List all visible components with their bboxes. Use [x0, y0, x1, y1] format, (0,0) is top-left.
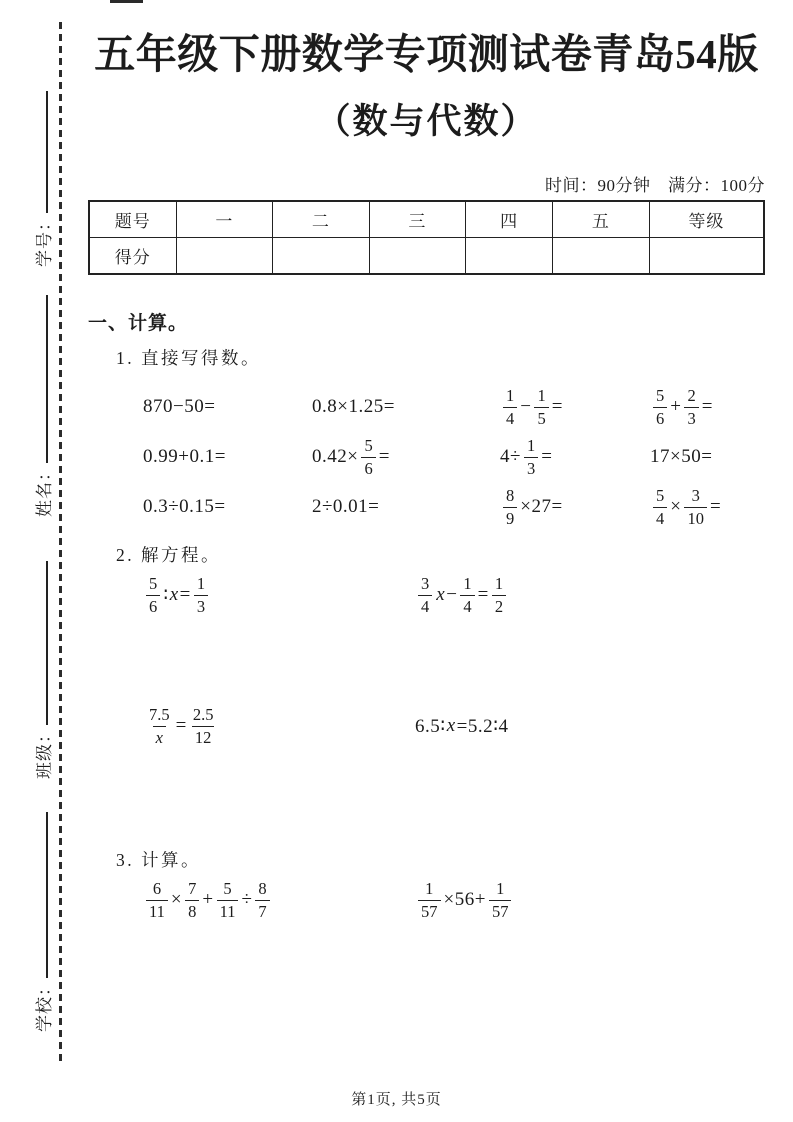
- question2-label: 2. 解方程。: [116, 545, 221, 566]
- fraction-denominator: 4: [653, 507, 667, 528]
- question2-grid: [88, 570, 765, 751]
- equation: [143, 382, 312, 432]
- exam-meta: 时间：90分钟 满分：100分: [545, 176, 765, 196]
- math-text: 6.5∶: [415, 715, 446, 737]
- math-text: =: [378, 446, 390, 468]
- section1-heading: 一、计算。: [88, 313, 189, 335]
- math-text: 0.42×: [312, 446, 359, 468]
- math-text: ÷: [241, 889, 253, 911]
- fraction-denominator: 12: [192, 726, 215, 747]
- fraction: [146, 574, 160, 616]
- student-id-label: 学号：: [34, 213, 54, 267]
- fraction-numerator: 6: [152, 879, 162, 899]
- fraction-denominator: 57: [489, 900, 512, 921]
- fraction: [684, 486, 707, 528]
- fraction-denominator: 10: [684, 507, 707, 528]
- math-text: +: [670, 396, 682, 418]
- question1-label: 1. 直接写得数。: [116, 348, 261, 369]
- fraction-numerator: 5: [223, 879, 232, 899]
- equation: [650, 382, 765, 432]
- fraction: [524, 436, 538, 478]
- math-text: =: [175, 715, 187, 737]
- math-text: =: [709, 496, 722, 518]
- fraction-denominator: 5: [534, 407, 548, 428]
- fraction: [194, 574, 208, 616]
- school-label: 学校：: [34, 978, 54, 1032]
- score-entry-cell: [369, 238, 466, 275]
- student-name-label: 姓名：: [34, 463, 54, 517]
- fraction-denominator: 3: [684, 407, 698, 428]
- fraction-numerator: 3: [421, 574, 430, 594]
- fraction-numerator: 8: [258, 879, 267, 899]
- equation: [143, 701, 415, 751]
- math-text: =: [701, 396, 713, 418]
- fraction-denominator: 6: [653, 407, 667, 428]
- equation: [415, 701, 765, 751]
- math-text: 0.8×1.25=: [312, 396, 395, 418]
- question3-grid: [88, 875, 765, 925]
- fraction-numerator: 5: [364, 436, 373, 456]
- school-field: [30, 812, 54, 1032]
- equation: [500, 432, 650, 482]
- math-text: =5.2∶4: [456, 715, 509, 737]
- fraction: [418, 879, 441, 921]
- score-table-cell: 题号: [89, 201, 176, 238]
- fraction-numerator: 7: [188, 879, 197, 899]
- fraction-denominator: 57: [418, 900, 441, 921]
- math-text: 17×50=: [650, 446, 713, 468]
- math-text: −: [446, 584, 458, 606]
- fraction-denominator: 9: [503, 507, 517, 528]
- fraction: [418, 574, 432, 616]
- math-variable: x: [169, 584, 179, 606]
- fraction: [460, 574, 474, 616]
- page-title: 五年级下册数学专项测试卷青岛54版: [94, 31, 759, 77]
- math-text: 0.3÷0.15=: [143, 496, 226, 518]
- equation: [415, 570, 765, 620]
- equation: [650, 482, 765, 532]
- score-table-cell: 二: [273, 201, 370, 238]
- score-entry-cell: [176, 238, 273, 275]
- fraction-numerator: 8: [506, 486, 515, 506]
- fraction-denominator: 4: [418, 595, 432, 616]
- student-name-blank: [36, 295, 48, 463]
- math-text: =: [477, 584, 489, 606]
- fraction: [492, 574, 506, 616]
- score-entry-cell: [273, 238, 370, 275]
- page-subtitle: （数与代数）: [315, 102, 538, 142]
- question3-label: 3. 计算。: [116, 850, 201, 871]
- math-text: =: [551, 396, 563, 418]
- fraction-numerator: 5: [656, 486, 665, 506]
- fraction-denominator: 2: [492, 595, 506, 616]
- score-table-score-row: [89, 238, 764, 275]
- score-table-header-row: [89, 201, 764, 238]
- fraction-numerator: 1: [496, 879, 505, 899]
- fraction-numerator: 1: [196, 574, 206, 594]
- equation: [415, 875, 765, 925]
- math-text: 870−50=: [143, 396, 216, 418]
- math-text: ×: [170, 889, 183, 911]
- fraction-denominator: 3: [194, 595, 208, 616]
- score-table: [88, 200, 765, 275]
- score-table-cell: 四: [466, 201, 553, 238]
- equation: [143, 875, 415, 925]
- class-blank: [36, 561, 48, 725]
- fraction: [217, 879, 239, 921]
- fraction-numerator: 5: [656, 386, 665, 406]
- equation: [650, 432, 765, 482]
- fraction-numerator: 7.5: [149, 705, 170, 725]
- math-text: =: [541, 446, 553, 468]
- equation: [312, 382, 500, 432]
- score-entry-cell: [553, 238, 650, 275]
- math-text: ×27=: [520, 496, 563, 518]
- fraction: [146, 705, 173, 747]
- fraction-denominator: 4: [503, 407, 517, 428]
- fraction-numerator: 1: [494, 574, 504, 594]
- school-blank: [36, 812, 48, 978]
- fraction-denominator: x: [153, 726, 166, 747]
- math-text: +: [202, 889, 214, 911]
- page-number: 第1页, 共5页: [351, 1092, 442, 1108]
- equation: [143, 570, 415, 620]
- paper-content: [88, 0, 765, 925]
- score-table-cell: 五: [553, 201, 650, 238]
- fraction: [489, 879, 512, 921]
- equation: [500, 482, 650, 532]
- fraction-denominator: 11: [146, 900, 168, 921]
- math-variable: x: [436, 584, 446, 606]
- fraction-numerator: 1: [526, 436, 536, 456]
- fraction-numerator: 1: [506, 386, 515, 406]
- equation: [312, 432, 500, 482]
- class-label: 班级：: [34, 725, 54, 779]
- math-text: 4÷: [500, 446, 521, 468]
- math-text: −: [520, 396, 532, 418]
- fraction-numerator: 1: [425, 879, 434, 899]
- score-table-cell: 得分: [89, 238, 176, 275]
- math-text: ×: [670, 496, 682, 518]
- fraction-denominator: 11: [217, 900, 239, 921]
- math-variable: x: [446, 715, 456, 737]
- fraction: [653, 486, 667, 528]
- math-text: 0.99+0.1=: [143, 446, 226, 468]
- fold-dashed-line: [59, 22, 62, 1064]
- score-table-cell: 一: [176, 201, 273, 238]
- score-entry-cell: [649, 238, 764, 275]
- class-field: [30, 561, 54, 779]
- fraction-numerator: 2.5: [192, 705, 214, 725]
- fraction: [653, 386, 667, 428]
- equation: [143, 432, 312, 482]
- fraction-numerator: 3: [691, 486, 700, 506]
- fraction: [534, 386, 548, 428]
- fraction-numerator: 1: [463, 574, 472, 594]
- equation: [143, 482, 312, 532]
- math-text: ×56+: [443, 889, 486, 911]
- question1-grid: [88, 382, 765, 532]
- fraction: [684, 386, 698, 428]
- student-id-field: [30, 91, 54, 267]
- math-text: 2÷0.01=: [312, 496, 380, 518]
- score-table-cell: 等级: [649, 201, 764, 238]
- score-entry-cell: [466, 238, 553, 275]
- math-text: =: [179, 584, 191, 606]
- student-name-field: [30, 295, 54, 517]
- fraction-denominator: 3: [524, 457, 538, 478]
- fraction-numerator: 5: [149, 574, 158, 594]
- fraction: [361, 436, 375, 478]
- fraction: [185, 879, 199, 921]
- fraction: [255, 879, 269, 921]
- fraction: [503, 386, 517, 428]
- score-table-cell: 三: [369, 201, 466, 238]
- fraction-denominator: 4: [460, 595, 474, 616]
- fraction-denominator: 7: [255, 900, 269, 921]
- fraction-denominator: 6: [146, 595, 160, 616]
- fraction-denominator: 8: [185, 900, 199, 921]
- fraction-numerator: 1: [537, 386, 546, 406]
- fraction: [146, 879, 168, 921]
- fraction: [190, 705, 217, 747]
- fraction-numerator: 2: [687, 386, 696, 406]
- equation: [312, 482, 500, 532]
- student-id-blank: [36, 91, 48, 213]
- math-text: ∶: [163, 584, 169, 606]
- fraction-denominator: 6: [361, 457, 375, 478]
- equation: [500, 382, 650, 432]
- fraction: [503, 486, 517, 528]
